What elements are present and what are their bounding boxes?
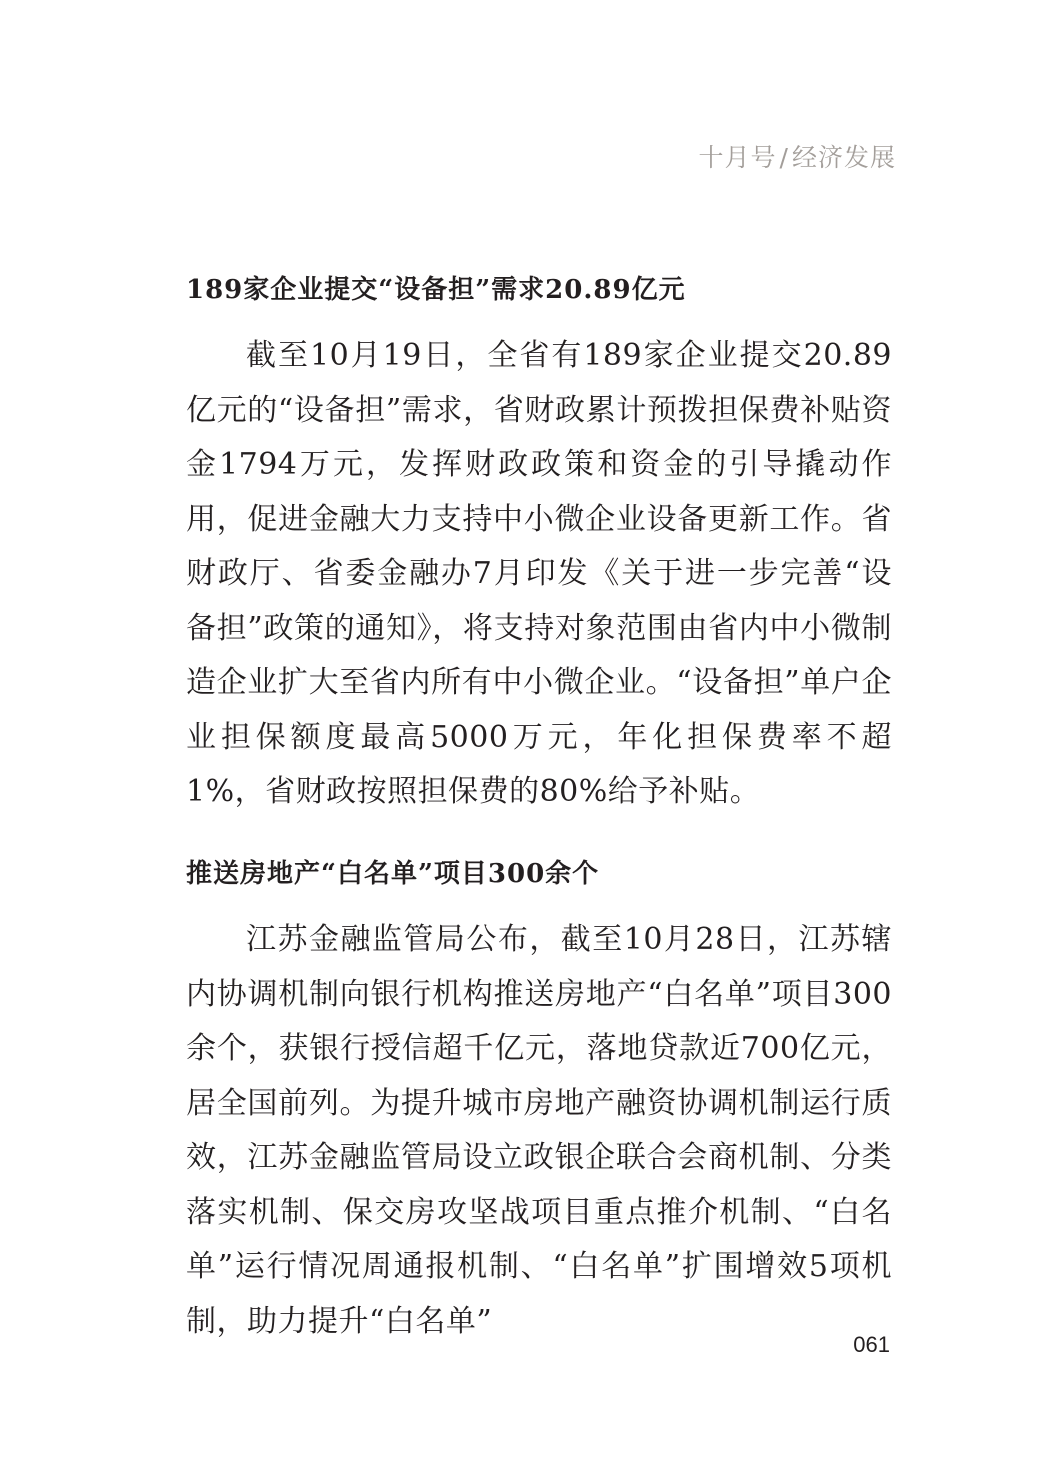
section-paragraph: 江苏金融监管局公布，截至10月28日，江苏辖内协调机制向银行机构推送房地产“白名单”项目300余个，获银行授信超千亿元，落地贷款近700亿元，居全国前列。为提升城市房地产融资协调机制运行质效，江苏金融监管局设立政银企联合会商机制、分类落实机制、保交房攻坚战项目重点推介机制、“白名单”运行情况周通报机制、“白名单”扩围增效5项机制，助力提升“白名单”	[186, 922, 892, 1339]
section-heading: 推送房地产“白名单”项目300余个	[186, 859, 600, 889]
section-heading: 189家企业提交“设备担”需求20.89亿元	[186, 275, 686, 305]
column-label: 经济发展	[791, 143, 896, 172]
page-number: 061	[853, 1332, 890, 1357]
article-section-whitelist	[186, 852, 892, 1349]
article-section-equipment-guarantee	[186, 268, 892, 820]
issue-label: 十月号	[698, 143, 777, 172]
running-header	[699, 138, 896, 174]
section-paragraph: 截至10月19日，全省有189家企业提交20.89亿元的“设备担”需求，省财政累计预拨担保费补贴资金1794万元，发挥财政政策和资金的引导撬动作用，促进金融大力支持中小微企业设备更新工作。省财政厅、省委金融办7月印发《关于进一步完善“设备担”政策的通知》，将支持对象范围由省内中小微制造企业扩大至省内所有中小微企业。“设备担”单户企业担保额度最高5000万元，年化担保费率不超1%，省财政按照担保费的80%给予补贴。	[186, 338, 892, 809]
header-separator: /	[779, 143, 789, 172]
